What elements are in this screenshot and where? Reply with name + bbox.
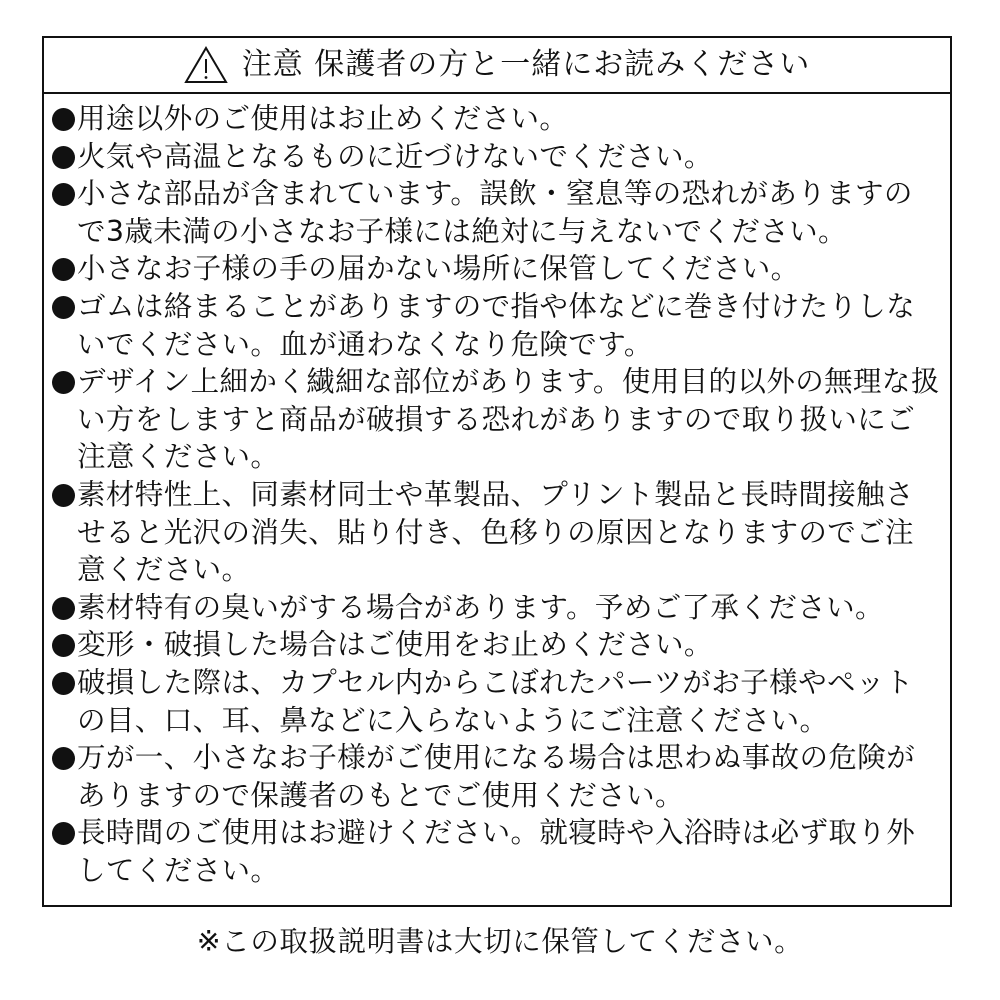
caution-item	[50, 138, 940, 176]
caution-item	[50, 664, 940, 739]
caution-item	[50, 175, 940, 250]
caution-title: 注意 保護者の方と一緒にお読みください	[241, 47, 811, 82]
storage-note: ※この取扱説明書は大切に保管してください。	[196, 925, 804, 958]
caution-item	[50, 476, 940, 589]
caution-item-text: デザイン上細かく繊細な部位があります。使用目的以外の無理な扱い方をしますと商品が破損する恐れがありますので取り扱いにご注意ください。	[77, 365, 940, 474]
caution-item-text: 火気や高温となるものに近づけないでください。	[77, 139, 713, 173]
bullet-icon	[52, 146, 75, 169]
caution-item-text: 小さな部品が含まれています。誤飲・窒息等の恐れがありますので3歳未満の小さなお子様には絶対に与えないでください。	[77, 177, 913, 248]
caution-header	[44, 38, 950, 94]
bullet-icon	[52, 634, 75, 657]
caution-item-text: ゴムは絡まることがありますので指や体などに巻き付けたりしないでください。血が通わなくなり危険です。	[77, 289, 916, 361]
caution-item	[50, 814, 940, 889]
caution-item-text: 素材特有の臭いがする場合があります。予めご了承ください。	[77, 590, 884, 624]
caution-item	[50, 739, 940, 814]
caution-item-text: 素材特性上、同素材同士や革製品、プリント製品と長時間接触させると光沢の消失、貼り付き、色移りの原因となりますのでご注意ください。	[77, 477, 914, 587]
caution-item	[50, 363, 940, 476]
warning-triangle-icon	[184, 46, 228, 84]
caution-item-text: 万が一、小さなお子様がご使用になる場合は思わぬ事故の危険がありますので保護者のもとでご使用ください。	[77, 741, 916, 812]
bullet-icon	[52, 597, 75, 620]
bullet-icon	[52, 258, 75, 281]
caution-item-text: 小さなお子様の手の届かない場所に保管してください。	[77, 252, 800, 286]
caution-item	[50, 100, 940, 138]
bullet-icon	[52, 371, 75, 394]
caution-item	[50, 626, 940, 664]
caution-item-text: 用途以外のご使用はお止めください。	[77, 102, 569, 135]
caution-item	[50, 250, 940, 288]
bullet-icon	[52, 672, 75, 695]
caution-item	[50, 288, 940, 363]
caution-box	[42, 36, 952, 907]
caution-list	[44, 94, 950, 889]
bullet-icon	[52, 484, 75, 507]
caution-item-text: 破損した際は、カプセル内からこぼれたパーツがお子様やペットの目、口、耳、鼻などに入らないようにご注意ください。	[77, 665, 914, 737]
bullet-icon	[52, 822, 75, 845]
caution-item-text: 変形・破損した場合はご使用をお止めください。	[77, 628, 713, 662]
bullet-icon	[52, 183, 75, 206]
bullet-icon	[52, 108, 75, 131]
bullet-icon	[52, 747, 75, 770]
caution-item	[50, 589, 940, 627]
caution-item-text: 長時間のご使用はお避けください。就寝時や入浴時は必ず取り外してください。	[77, 816, 916, 887]
bullet-icon	[52, 296, 75, 319]
